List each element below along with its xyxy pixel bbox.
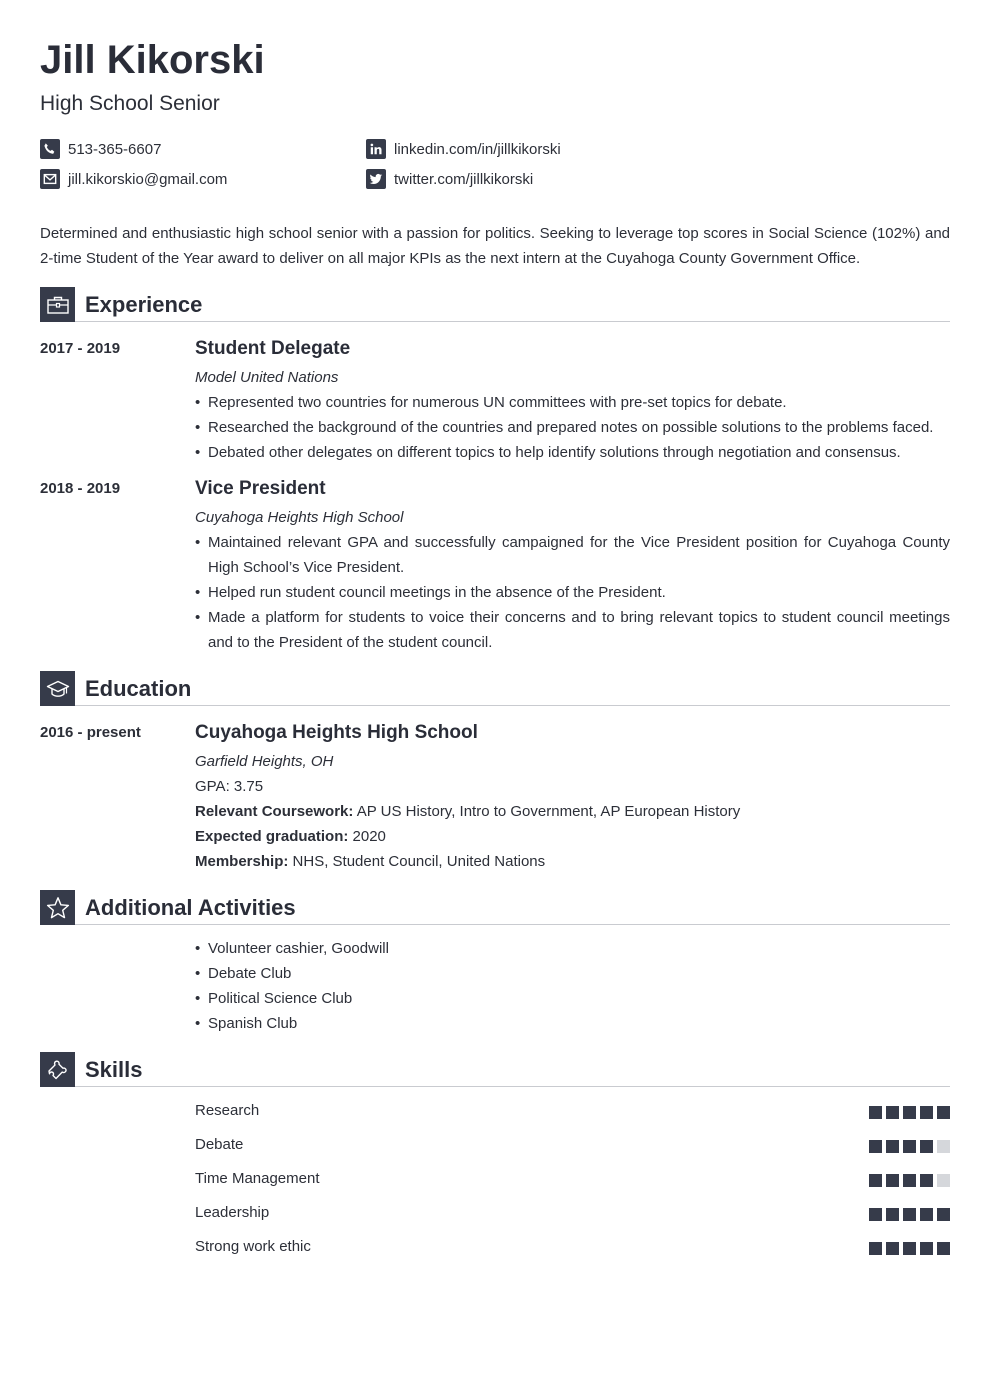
section-divider — [75, 321, 950, 322]
education-dates: 2016 - present — [40, 724, 141, 741]
job-organization: Cuyahoga Heights High School — [195, 509, 404, 526]
graduation-cap-icon — [40, 671, 75, 706]
skill-level-empty — [937, 1140, 950, 1153]
membership-value: NHS, Student Council, United Nations — [288, 853, 546, 870]
skill-name: Research — [195, 1102, 260, 1119]
membership-label: Membership: — [195, 853, 289, 870]
list-item: • Researched the background of the countries and prepared notes on possible solutions to the problems faced. — [195, 415, 950, 440]
skill-level-filled — [937, 1106, 950, 1119]
skill-level-filled — [869, 1208, 882, 1221]
contact-email[interactable] — [40, 169, 227, 189]
job-organization: Model United Nations — [195, 369, 339, 386]
skill-rating — [869, 1208, 950, 1221]
skill-level-filled — [903, 1140, 916, 1153]
contact-linkedin[interactable] — [366, 139, 561, 159]
skill-name: Debate — [195, 1136, 244, 1153]
skill-level-filled — [937, 1242, 950, 1255]
star-icon — [40, 890, 75, 925]
job-title: Student Delegate — [195, 338, 351, 359]
list-item: • Represented two countries for numerous UN committees with pre-set topics for debate. — [195, 390, 950, 415]
section-activities — [40, 890, 950, 925]
list-item: • Maintained relevant GPA and successfully campaigned for the Vice President position for Cuyahoga County High School’s Vice President. — [195, 530, 950, 580]
briefcase-icon — [40, 287, 75, 322]
list-item: • Debate Club — [195, 961, 950, 986]
graduation-label: Expected graduation: — [195, 828, 349, 845]
section-divider — [75, 924, 950, 925]
skill-row — [195, 1170, 950, 1190]
skill-rating — [869, 1106, 950, 1119]
skill-row — [195, 1204, 950, 1224]
coursework-label: Relevant Coursework: — [195, 803, 354, 820]
list-item: • Political Science Club — [195, 986, 950, 1011]
section-divider — [75, 1086, 950, 1087]
contact-phone[interactable] — [40, 139, 161, 159]
job-dates: 2017 - 2019 — [40, 340, 121, 357]
skill-level-filled — [869, 1106, 882, 1119]
skill-level-filled — [920, 1242, 933, 1255]
skill-level-filled — [920, 1140, 933, 1153]
skill-level-filled — [903, 1106, 916, 1119]
list-item: • Helped run student council meetings in the absence of the President. — [195, 580, 950, 605]
contact-twitter[interactable] — [366, 169, 533, 189]
section-experience — [40, 287, 950, 322]
skill-row — [195, 1238, 950, 1258]
job-bullet-list — [195, 530, 950, 655]
phone-icon — [40, 139, 60, 159]
skill-level-filled — [920, 1208, 933, 1221]
skill-level-filled — [886, 1242, 899, 1255]
skill-level-filled — [937, 1208, 950, 1221]
skill-name: Leadership — [195, 1204, 270, 1221]
section-divider — [75, 705, 950, 706]
twitter-icon — [366, 169, 386, 189]
coursework-value: AP US History, Intro to Government, AP European History — [353, 803, 741, 820]
skill-rating — [869, 1174, 950, 1187]
section-title-education: Education — [85, 676, 192, 701]
skill-row — [195, 1136, 950, 1156]
section-education — [40, 671, 950, 706]
education-graduation — [195, 828, 386, 845]
puzzle-icon — [40, 1052, 75, 1087]
skill-level-filled — [869, 1140, 882, 1153]
skill-level-filled — [869, 1242, 882, 1255]
education-coursework — [195, 803, 740, 820]
skill-name: Time Management — [195, 1170, 320, 1187]
skill-level-filled — [886, 1174, 899, 1187]
linkedin-text: linkedin.com/in/jillkikorski — [394, 140, 561, 158]
skill-level-filled — [903, 1174, 916, 1187]
skill-name: Strong work ethic — [195, 1238, 311, 1255]
skill-level-filled — [886, 1140, 899, 1153]
summary-paragraph: Determined and enthusiastic high school senior with a passion for politics. Seeking to leverage top scores in Social Science (102%) and 2-time Student of the Year award to deliver on all major KPIs as the next intern at the Cuyahoga County Government Office. — [40, 225, 950, 267]
list-item: • Made a platform for students to voice their concerns and to bring relevant topics to student council meetings and to the President of the student council. — [195, 605, 950, 655]
school-location: Garfield Heights, OH — [195, 753, 334, 770]
activities-list — [195, 936, 950, 1036]
list-item: • Spanish Club — [195, 1011, 950, 1036]
section-title-experience: Experience — [85, 292, 203, 317]
section-skills — [40, 1052, 950, 1087]
skill-level-filled — [903, 1242, 916, 1255]
skill-level-filled — [869, 1174, 882, 1187]
skill-level-filled — [886, 1208, 899, 1221]
education-membership — [195, 853, 545, 870]
education-gpa: GPA: 3.75 — [195, 778, 264, 795]
skill-level-filled — [886, 1106, 899, 1119]
skill-row — [195, 1102, 950, 1122]
section-title-skills: Skills — [85, 1057, 143, 1082]
skill-rating — [869, 1242, 950, 1255]
email-text: jill.kikorskio@gmail.com — [68, 170, 228, 188]
graduation-value: 2020 — [348, 828, 386, 845]
candidate-name: Jill Kikorski — [40, 38, 265, 82]
job-dates: 2018 - 2019 — [40, 480, 121, 497]
school-name: Cuyahoga Heights High School — [195, 722, 478, 743]
skill-level-filled — [920, 1174, 933, 1187]
list-item: • Debated other delegates on different topics to help identify solutions through negotiation and consensus. — [195, 440, 950, 465]
section-title-activities: Additional Activities — [85, 895, 296, 920]
linkedin-icon — [366, 139, 386, 159]
job-title: Vice President — [195, 478, 326, 499]
skill-level-filled — [903, 1208, 916, 1221]
twitter-text: twitter.com/jillkikorski — [394, 170, 534, 188]
skill-level-empty — [937, 1174, 950, 1187]
job-bullet-list — [195, 390, 950, 465]
envelope-icon — [40, 169, 60, 189]
phone-text: 513-365-6607 — [68, 140, 162, 158]
list-item: • Volunteer cashier, Goodwill — [195, 936, 950, 961]
candidate-title: High School Senior — [40, 92, 220, 115]
skill-rating — [869, 1140, 950, 1153]
skill-level-filled — [920, 1106, 933, 1119]
